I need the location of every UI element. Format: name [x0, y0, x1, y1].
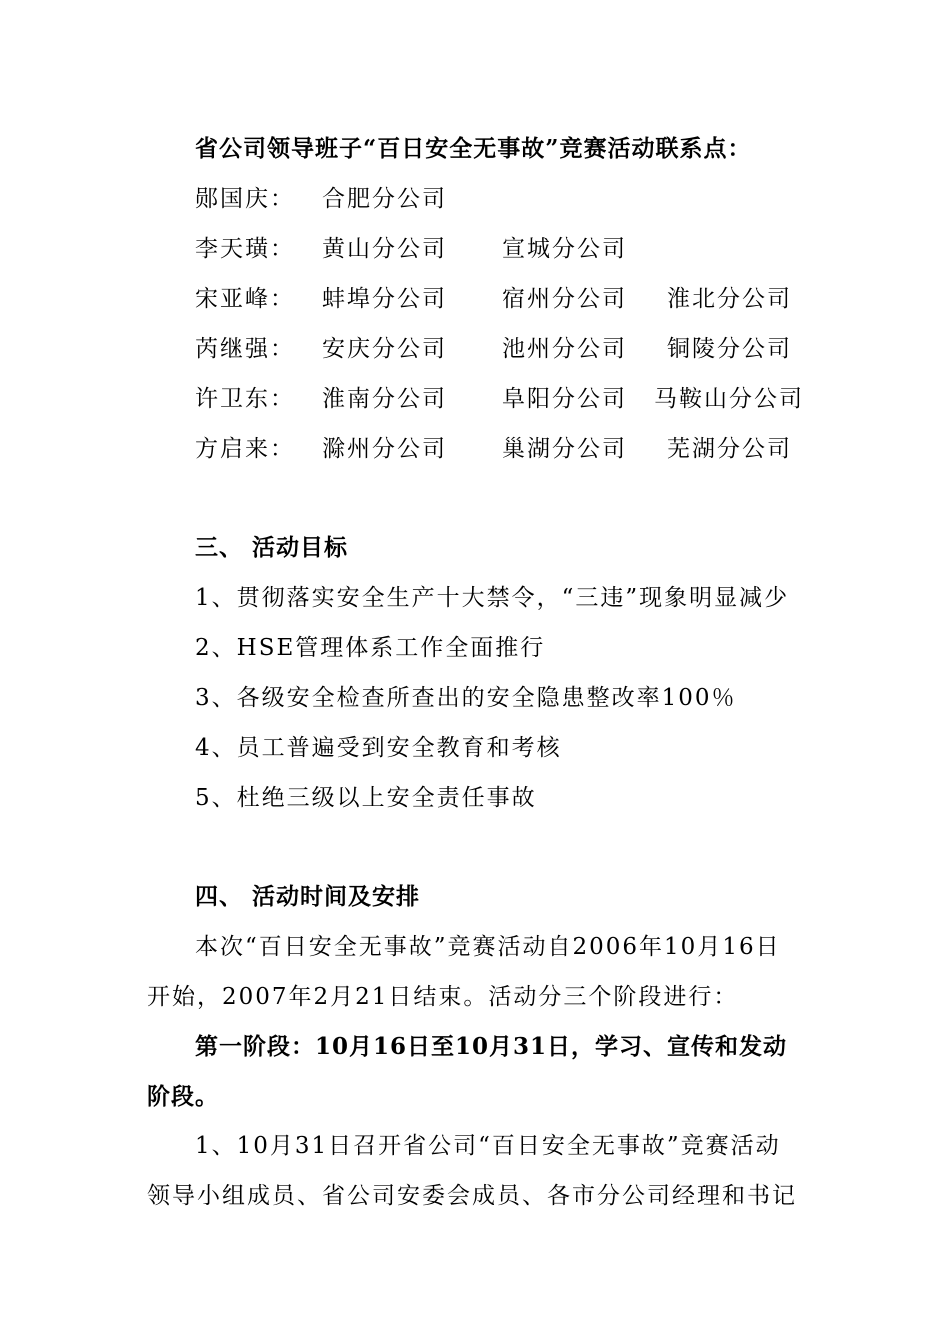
phase-one-item: 1、10月31日召开省公司“百日安全无事故”竞赛活动 — [195, 1133, 781, 1159]
contact-branch: 马鞍山分公司 — [654, 386, 804, 412]
schedule-intro-line: 开始，2007年2月21日结束。活动分三个阶段进行： — [147, 984, 739, 1010]
contact-branch: 黄山分公司 — [322, 236, 447, 262]
contact-branch: 淮南分公司 — [322, 386, 447, 412]
contact-branch: 芜湖分公司 — [667, 436, 792, 462]
contact-name: 郧国庆： — [195, 186, 295, 212]
goal-item: 3、各级安全检查所查出的安全隐患整改率100％ — [195, 685, 737, 711]
contact-name: 许卫东： — [195, 386, 295, 412]
contact-branch: 巢湖分公司 — [502, 436, 627, 462]
contact-row — [0, 334, 950, 364]
goal-item: 1、贯彻落实安全生产十大禁令，“三违”现象明显减少 — [195, 585, 790, 611]
contact-name: 方启来： — [195, 436, 295, 462]
contact-row — [0, 434, 950, 464]
contact-row — [0, 384, 950, 414]
schedule-intro-line: 本次“百日安全无事故”竞赛活动自2006年10月16日 — [195, 934, 781, 960]
contact-branch: 合肥分公司 — [322, 186, 447, 212]
contact-branch: 安庆分公司 — [322, 336, 447, 362]
contact-name: 芮继强： — [195, 336, 295, 362]
contact-branch: 阜阳分公司 — [502, 386, 627, 412]
phase-one-item-cont: 领导小组成员、省公司安委会成员、各市分公司经理和书记 — [147, 1183, 797, 1209]
phase-one-heading-cont: 阶段。 — [147, 1083, 219, 1110]
contact-branch: 蚌埠分公司 — [322, 286, 447, 312]
contact-branch: 宣城分公司 — [502, 236, 627, 262]
section-heading-goals: 三、 活动目标 — [195, 534, 349, 561]
contact-row — [0, 184, 950, 214]
contact-branch: 铜陵分公司 — [667, 336, 792, 362]
contact-row — [0, 284, 950, 314]
goal-item: 2、HSE管理体系工作全面推行 — [195, 635, 546, 661]
goal-item: 4、员工普遍受到安全教育和考核 — [195, 735, 562, 761]
contacts-title: 省公司领导班子“百日安全无事故”竞赛活动联系点： — [195, 135, 752, 162]
contact-branch: 宿州分公司 — [502, 286, 627, 312]
contact-name: 宋亚峰： — [195, 286, 295, 312]
contact-branch: 滁州分公司 — [322, 436, 447, 462]
contact-row — [0, 234, 950, 264]
goal-item: 5、杜绝三级以上安全责任事故 — [195, 785, 537, 811]
contact-branch: 池州分公司 — [502, 336, 627, 362]
phase-one-heading: 第一阶段：10月16日至10月31日，学习、宣传和发动 — [195, 1033, 788, 1060]
section-heading-schedule: 四、 活动时间及安排 — [195, 883, 421, 910]
contact-name: 李天璜： — [195, 236, 295, 262]
contact-branch: 淮北分公司 — [667, 286, 792, 312]
